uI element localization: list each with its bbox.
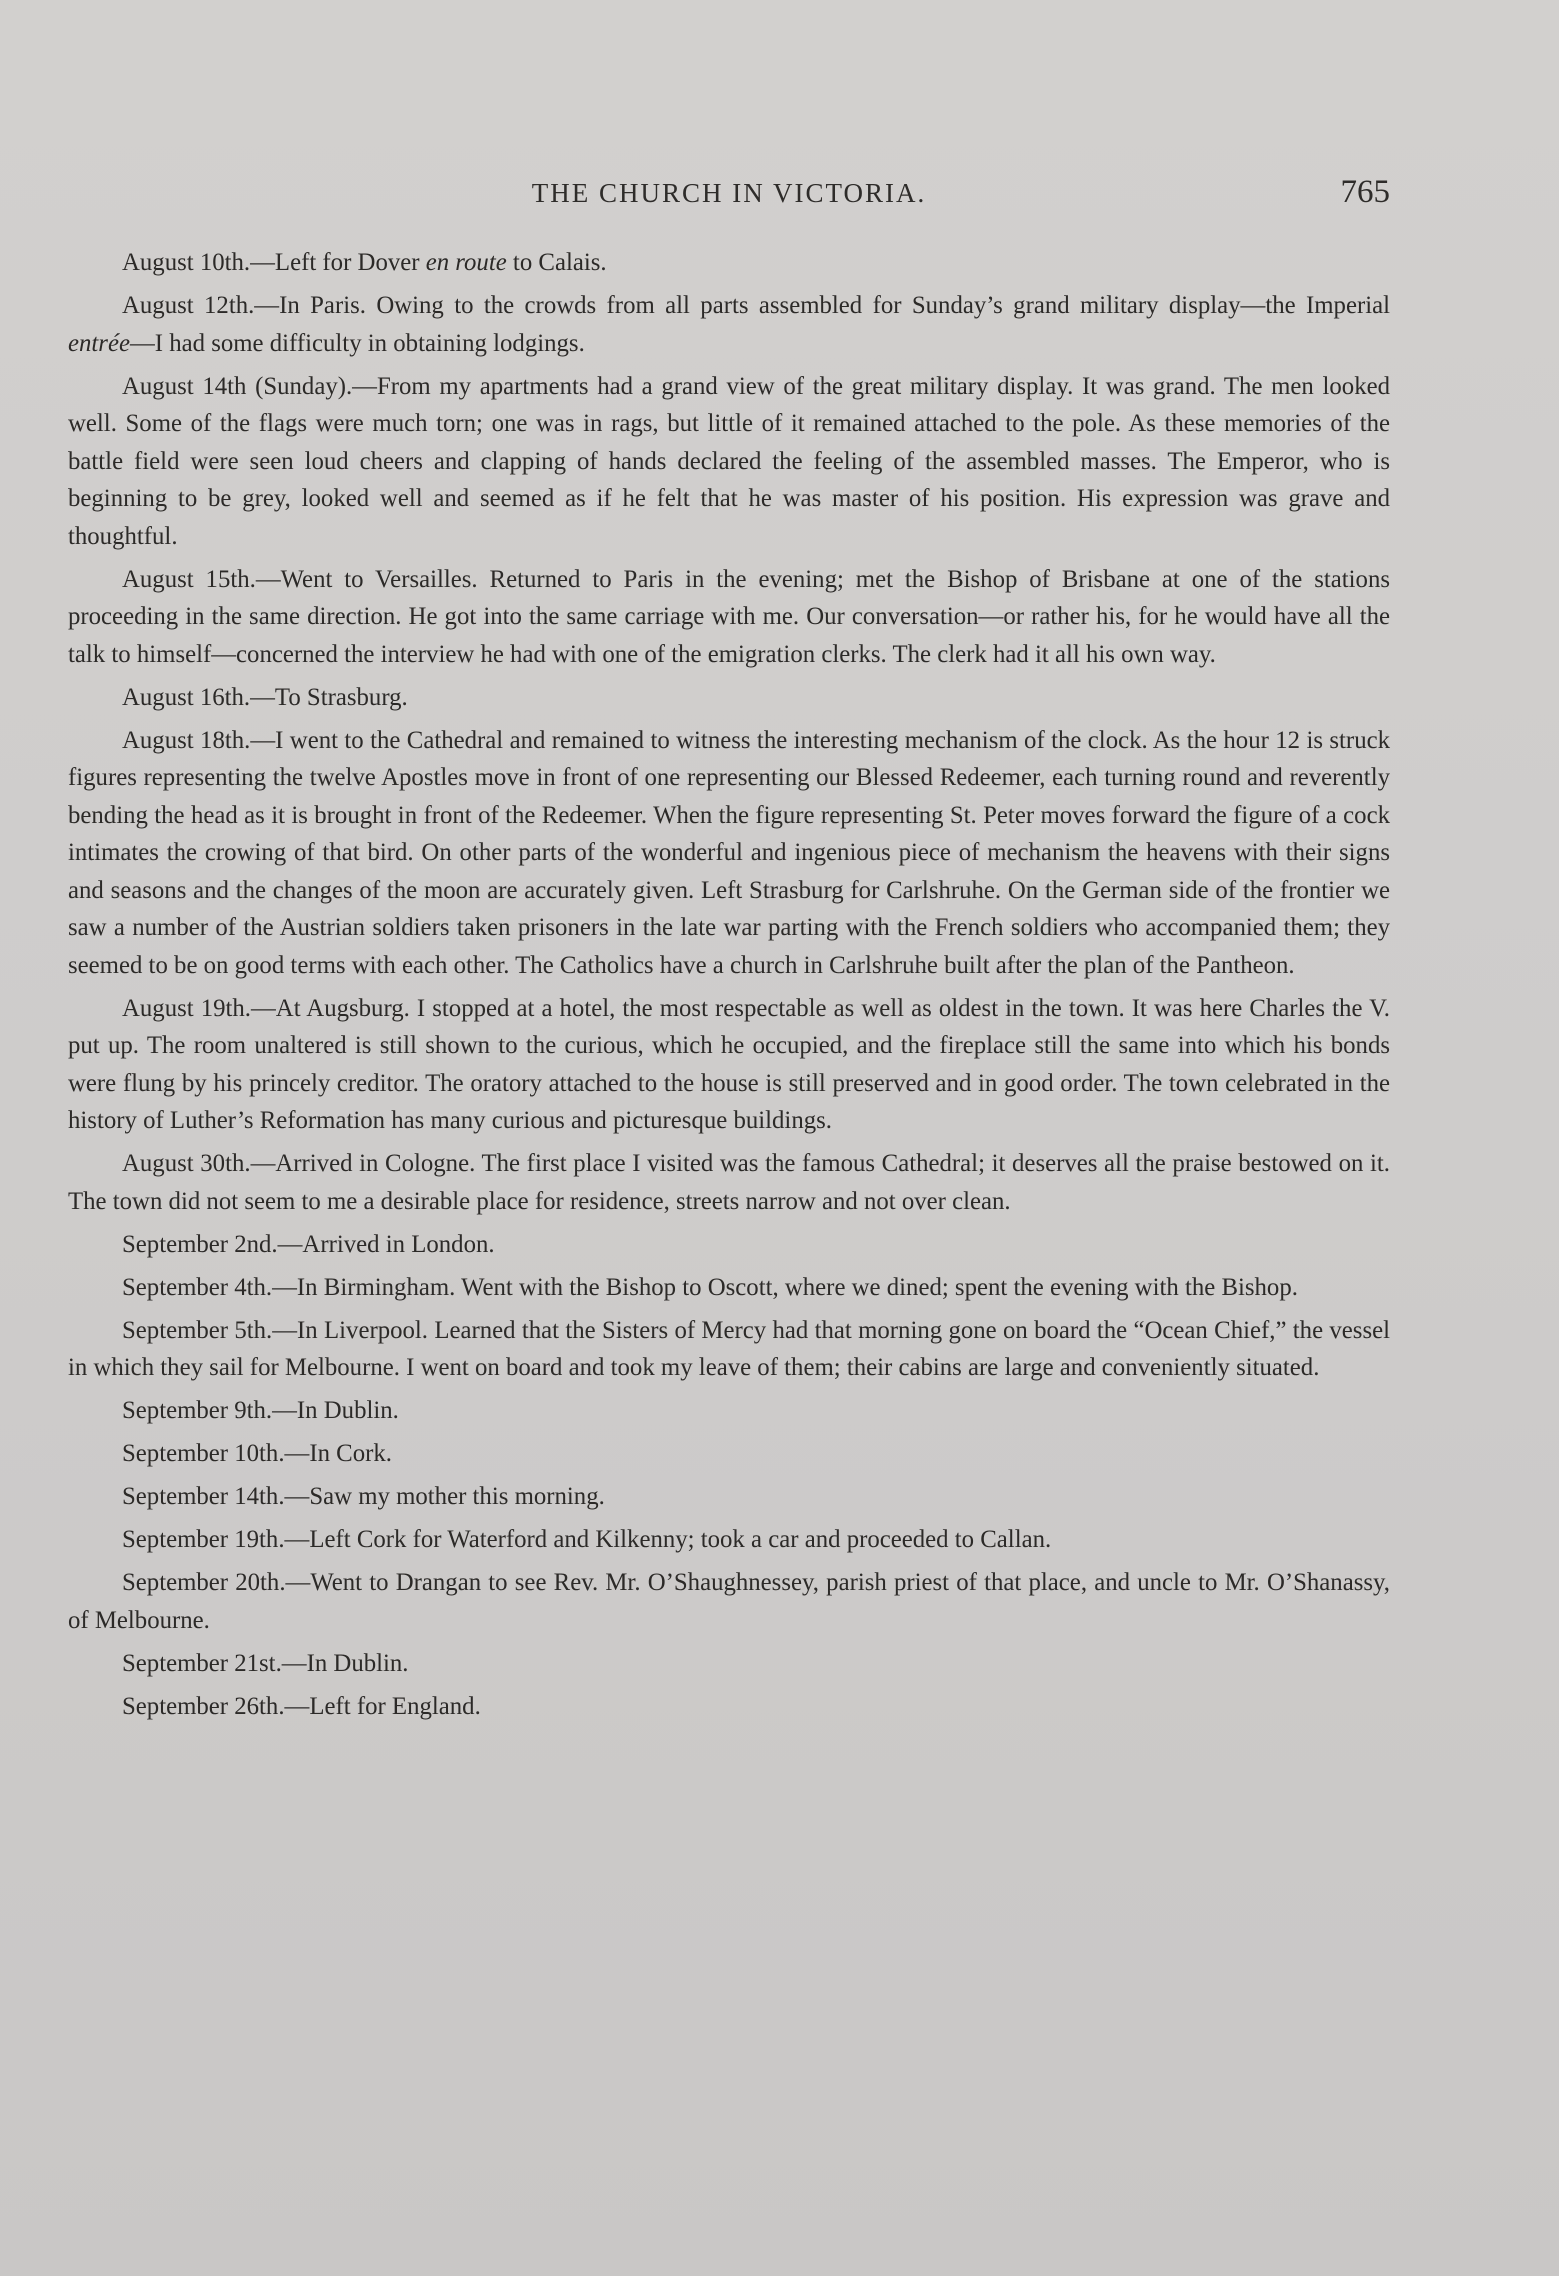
diary-entry [68, 1478, 1390, 1516]
entry-text: September 9th.—In Dublin. [122, 1397, 399, 1424]
diary-entry [68, 1688, 1390, 1726]
entry-text: August 16th.—To Strasburg. [122, 683, 408, 711]
entry-text: August 10th.—Left for Dover [122, 249, 426, 276]
entry-text: September 5th.—In Liverpool. Learned that the Sisters of Mercy had that morning gone on board the “Ocean Chief,” the vessel in which they sail for Melbourne. I went on board and took my leave of them; their cabins are large and conveniently situated. [68, 1316, 1390, 1381]
entry-text: August 30th.—Arrived in Cologne. The first place I visited was the famous Cathedral; it deserves all the praise bestowed on it. The town did not seem to me a desirable place for residence, streets narrow and not over clean. [68, 1150, 1390, 1215]
entry-text: August 15th.—Went to Versailles. Returned to Paris in the evening; met the Bishop of Brisbane at one of the stations proceeding in the same direction. He got into the same carriage with me. Our conversation—or rather his, for he would have all the talk to himself—concerned the interview he had with one of the emigration clerks. The clerk had it all his own way. [68, 565, 1390, 668]
page-number: 765 [1340, 174, 1390, 210]
diary-entry [68, 1226, 1390, 1264]
diary-entry [68, 1392, 1390, 1430]
entry-text: August 14th (Sunday).—From my apartments had a grand view of the great military display. It was grand. The men looked well. Some of the flags were much torn; one was in rags, but little of it remained attached to the pole. As these memories of the battle field were seen loud cheers and clapping of hands declared the feeling of the assembled masses. The Emperor, who is beginning to be grey, looked well and seemed as if he felt that he was master of his position. His expression was grave and thoughtful. [68, 372, 1390, 550]
diary-entry [68, 1145, 1390, 1220]
diary-entry [68, 368, 1390, 556]
entry-text: September 4th.—In Birmingham. Went with the Bishop to Oscott, where we dined; spent the evening with the Bishop. [122, 1273, 1298, 1301]
entry-text: September 21st.—In Dublin. [122, 1649, 409, 1677]
diary-entry [68, 1269, 1390, 1307]
diary-entry [68, 990, 1390, 1140]
entry-italic: entrée [68, 329, 130, 357]
diary-entry [68, 1564, 1390, 1639]
entry-text: September 20th.—Went to Drangan to see Rev. Mr. O’Shaughnessey, parish priest of that place, and uncle to Mr. O’Shanassy, of Melbourne. [68, 1569, 1390, 1634]
entry-text: to Calais. [506, 249, 607, 276]
entry-italic: en route [425, 249, 507, 276]
diary-entry [68, 1521, 1390, 1559]
entry-text: September 26th.—Left for England. [122, 1692, 481, 1720]
diary-entry [68, 722, 1390, 985]
entry-text: September 2nd.—Arrived in London. [122, 1230, 495, 1258]
entry-text: —I had some difficulty in obtaining lodgings. [129, 329, 585, 357]
diary-entry [68, 679, 1390, 717]
entry-text: August 18th.—I went to the Cathedral and remained to witness the interesting mechanism of the clock. As the hour 12 is struck figures representing the twelve Apostles move in front of one representing our Blessed Redeemer, each turning round and reverently bending the head as it is brought in front of the Redeemer. When the figure representing St. Peter moves forward the figure of a cock intimates the crowing of that bird. On other parts of the wonderful and ingenious piece of mechanism the heavens with their signs and seasons and the changes of the moon are accurately given. Left Strasburg for Carlshruhe. On the German side of the frontier we saw a number of the Austrian soldiers taken prisoners in the late war parting with the French soldiers who accompanied them; they seemed to be on good terms with each other. The Catholics have a church in Carlshruhe built after the plan of the Pantheon. [68, 726, 1390, 979]
diary-entry [68, 561, 1390, 674]
entry-text: September 19th.—Left Cork for Waterford and Kilkenny; took a car and proceeded to Callan. [122, 1526, 1052, 1553]
page-header [68, 174, 1390, 214]
diary-entry [68, 1312, 1390, 1387]
entry-text: August 12th.—In Paris. Owing to the crowds from all parts assembled for Sunday’s grand military display—the Imperial [122, 292, 1390, 319]
entry-text: September 14th.—Saw my mother this morning. [122, 1483, 605, 1510]
entry-text: August 19th.—At Augsburg. I stopped at a hotel, the most respectable as well as oldest in the town. It was here Charles the V. put up. The room unaltered is still shown to the curious, which he occupied, and the fireplace still the same into which his bonds were flung by his princely creditor. The oratory attached to the house is still preserved and in good order. The town celebrated in the history of Luther’s Reformation has many curious and picturesque buildings. [68, 994, 1390, 1134]
diary-entry [68, 1645, 1390, 1683]
running-title: THE CHURCH IN VICTORIA. [531, 178, 927, 208]
diary-entry [68, 244, 1390, 282]
diary-entries [68, 244, 1390, 1731]
entry-text: September 10th.—In Cork. [122, 1440, 392, 1467]
diary-entry [68, 287, 1390, 362]
diary-entry [68, 1435, 1390, 1473]
